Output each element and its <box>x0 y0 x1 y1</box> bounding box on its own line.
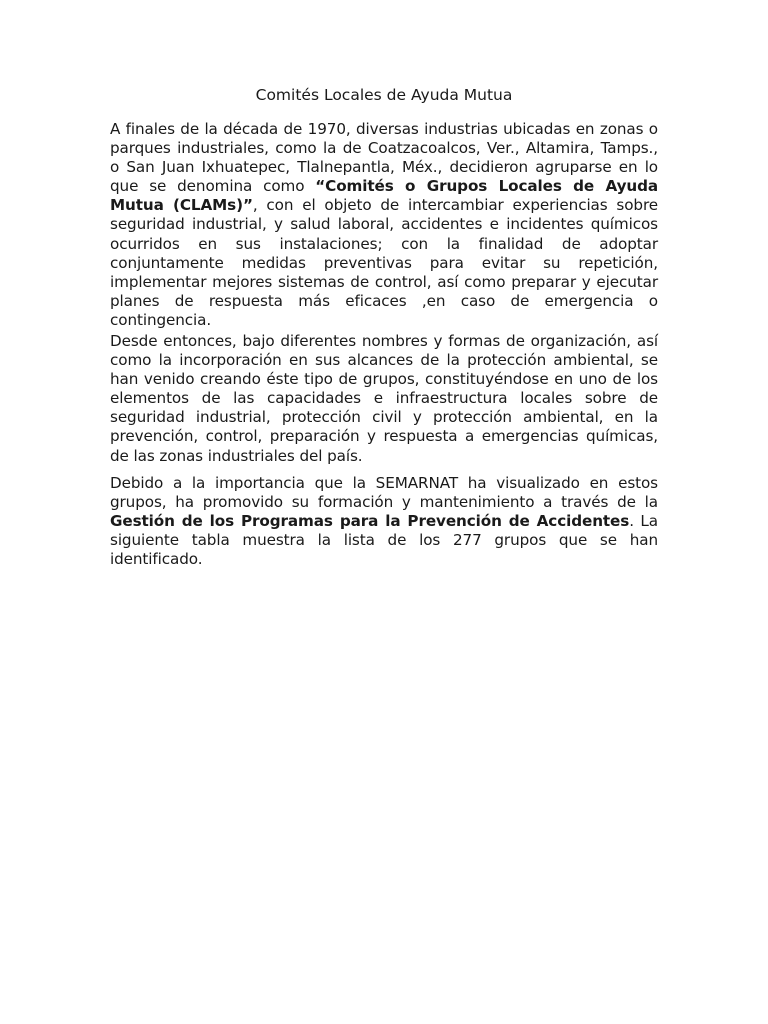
document-title: Comités Locales de Ayuda Mutua <box>255 86 513 104</box>
paragraph-intro <box>110 120 658 330</box>
paragraph-semarnat-text-before: Debido a la importancia que la SEMARNAT ha visualizado en estos grupos, ha promovido su formación y mantenimiento a través de la <box>110 474 658 512</box>
paragraph-intro-text-after: , con el objeto de intercambiar experiencias sobre seguridad industrial, y salud laboral, accidentes e incidentes químicos ocurridos en sus instalaciones; con la finalidad de adoptar conjuntamente medidas preventivas para evitar su repetición, implementar mejores sistemas de control, así como preparar y ejecutar planes de respuesta más eficaces ,en caso de emergencia o contingencia. <box>110 196 659 329</box>
paragraph-semarnat-text-after: . La siguiente tabla muestra la lista de los 277 grupos que se han identificado. <box>110 512 658 569</box>
paragraph-intro-text-before: A finales de la década de 1970, diversas industrias ubicadas en zonas o parques industriales, como la de Coatzacoalcos, Ver., Altamira, Tamps., o San Juan Ixhuatepec, Tlalnepantla, Méx., decidieron agruparse en lo que se denomina como <box>110 120 658 196</box>
paragraph-semarnat <box>110 474 658 569</box>
clams-emphasis: “Comités o Grupos Locales de Ayuda Mutua (CLAMs)” <box>110 177 658 215</box>
paragraph-history: Desde entonces, bajo diferentes nombres y formas de organización, así como la incorporación en sus alcances de la protección ambiental, se han venido creando éste tipo de grupos, constituyéndose en uno de los elementos de las capacidades e infraestructura locales sobre de seguridad industrial, protección civil y protección ambiental, en la prevención, control, preparación y respuesta a emergencias químicas, de las zonas industriales del país. <box>110 332 658 465</box>
program-emphasis: Gestión de los Programas para la Prevención de Accidentes <box>110 512 630 531</box>
